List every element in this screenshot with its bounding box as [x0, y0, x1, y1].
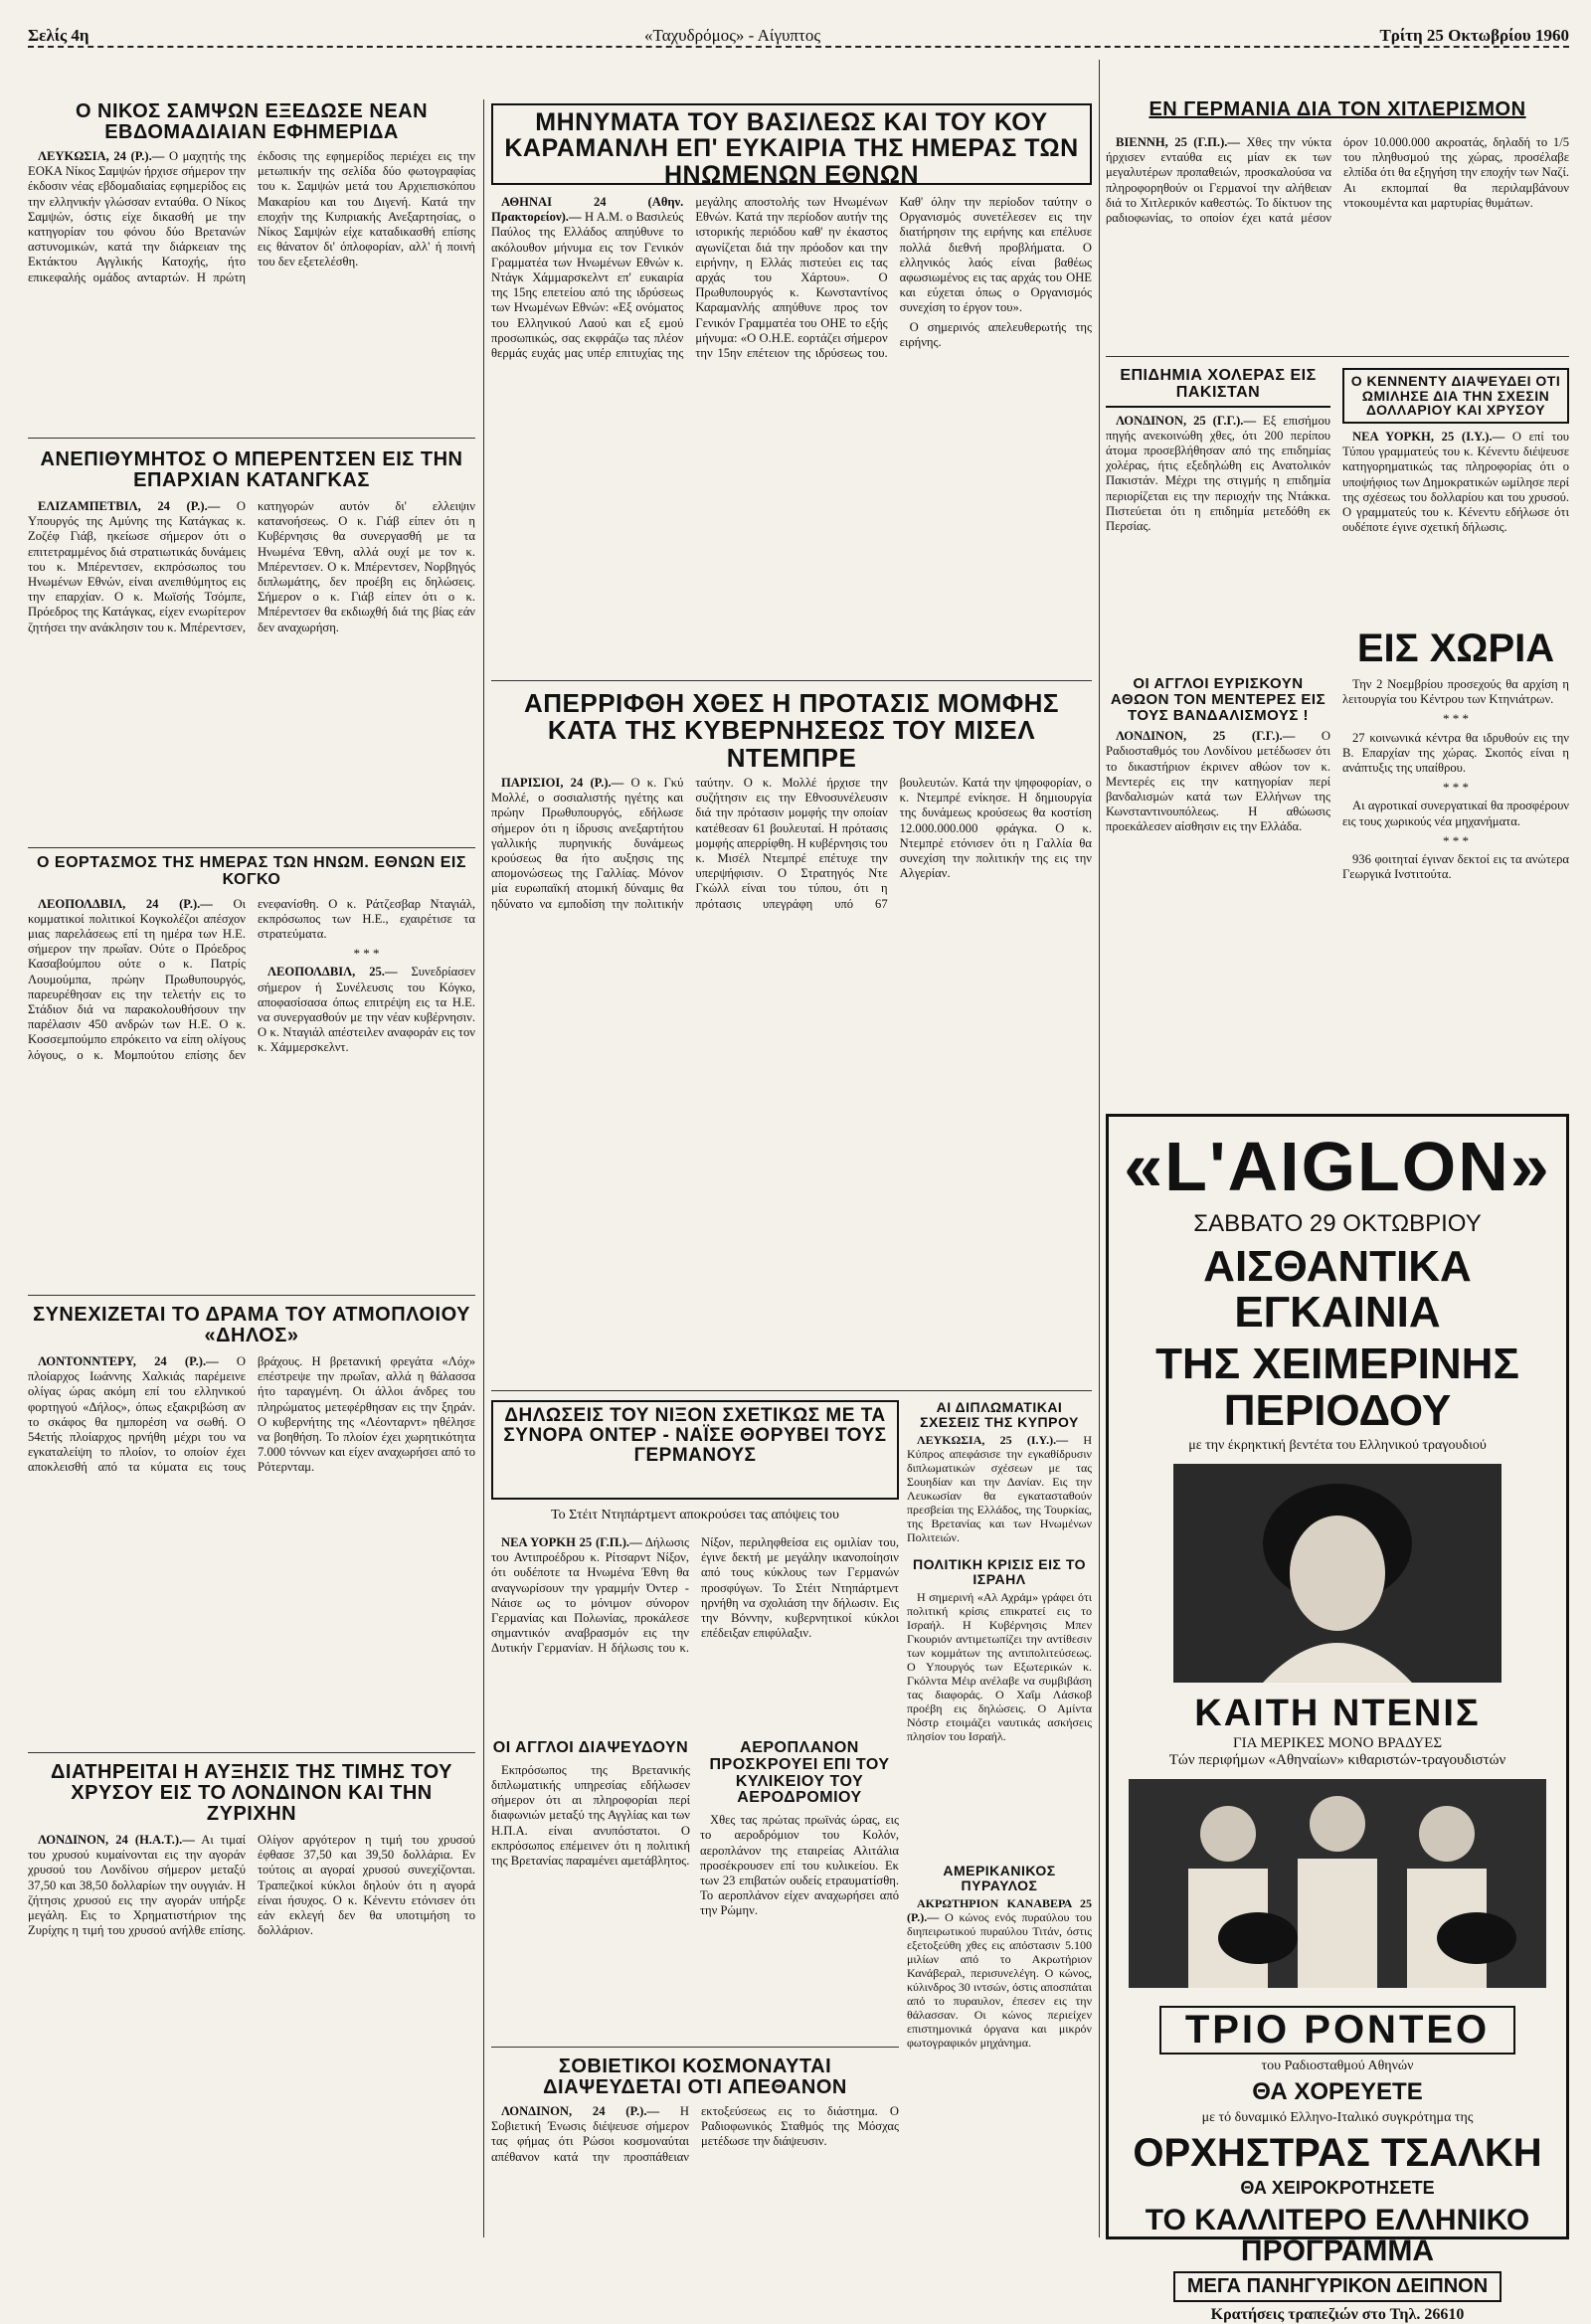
- divider: [491, 2047, 899, 2048]
- article-body: Εκπρόσωπος της Βρετανικής διπλωματικής υπηρεσίας εδήλωσεν σήμερον ότι αι πληροφορίαι περί διαφωνιών μεταξύ της Αγγλίας και των Η.Π.Α. είναι ανυπόστατοι. Ο εκπρόσωπος επέμεινεν ότι η πολιτική της Βρετανίας παραμένει αμετάβλητος.: [491, 1762, 690, 1869]
- singer-name: ΚΑΙΤΗ ΝΤΕΝΙΣ: [1194, 1692, 1481, 1734]
- ad-note: Τών περιφήμων «Αθηναίων» κιθαριστών-τραγουδιστών: [1168, 1751, 1506, 1768]
- divider: [491, 1390, 1092, 1391]
- article-nixon: [491, 1535, 899, 1732]
- headline: ΕΝ ΓΕΡΜΑΝΙΑ ΔΙΑ ΤΟΝ ΧΙΤΛΕΡΙΣΜΟΝ: [1149, 98, 1526, 120]
- dateline: ΑΘΗΝΑΙ 24 (Αθην. Πρακτορείον).—: [491, 195, 684, 225]
- headline: ΣΥΝΕΧΙΖΕΤΑΙ ΤΟ ΔΡΑΜΑ ΤΟΥ ΑΤΜΟΠΛΟΙΟΥ «ΔΗΛΟΣ»: [33, 1304, 470, 1346]
- ad-note: με την έκρηκτική βεντέτα του Ελληνικού τραγουδιού: [1188, 1437, 1487, 1453]
- separator-stars: * * *: [1443, 711, 1469, 727]
- article-body: Ο κώνος ενός πυραύλου του διηπειρωτικού πυραύλου Τιτάν, όστις εξετοξεύθη χθες εις απόστασιν 5.100 μιλίων από το Ακρωτήριον Κανάβεραλ, περισυνελέγη. Ο κώνος, κύλινδρος 30 ιντσών, όστις αποσπάται από το πυραυλον, έπεσεν εις την θάλασσαν. Οι κώνος περιείχεν επιστημονικά όργανα και μικρόν φωτογραφικόν μηχάνημα.: [907, 1910, 1093, 2051]
- article-body: Δήλωσις του Αντιπροέδρου κ. Ρίτσαρντ Νίξον, ότι ουδέποτε τα Ηνωμένα Έθνη θα αναγνωρίσουν την γραμμήν Όντερ - Νάισε ως το μόνιμον σύνορον Γερμανίας και Πολωνίας, προκάλεσε σημαντικόν αναβρασμόν εις την Δυτικήν Γερμανίαν. Η δήλωσις του κ. Νίξον, περιληφθείσα εις ομιλίαν του, έγινε δεκτή με μεγάλην ικανοποίησιν από τους κύκλους των Γερμανών προσφύγων. Το Στέιτ Ντηπάρτμεντ ηρνήθη να σχολιάση την δήλωσιν. Εις την Βόννην, κυβερνητικοί κύκλοι επέδειξαν επιφύλαξιν.: [491, 1535, 899, 1656]
- headline: ΣΟΒΙΕΤΙΚΟΙ ΚΟΣΜΟΝΑΥΤΑΙ ΔΙΑΨΕΥΔΕΤΑΙ ΟΤΙ ΑΠΕΘΑΝΟΝ: [543, 2056, 847, 2098]
- dateline: ΝΕΑ ΥΟΡΚΗ 25 (Γ.Π.).—: [501, 1535, 642, 1549]
- dateline: ΛΕΥΚΩΣΙΑ, 25 (Ι.Υ.).—: [917, 1433, 1069, 1448]
- singer-portrait-image: [1173, 1464, 1502, 1683]
- article-aeroplano: [700, 1740, 899, 2039]
- headline: ΔΙΑΤΗΡΕΙΤΑΙ Η ΑΥΞΗΣΙΣ ΤΗΣ ΤΙΜΗΣ ΤΟΥ ΧΡΥΣΟΥ ΕΙΣ ΤΟ ΛΟΝΔΙΝΟΝ ΚΑΙ ΤΗΝ ΖΥΡΙΧΗΝ: [51, 1761, 452, 1825]
- article-kennedy: [1342, 368, 1569, 617]
- section-logo: ΕΙΣ ΧΩΡΙΑ: [1356, 626, 1555, 670]
- ad-program: ΤΟ ΚΑΛΛΙΤΕΡΟ ΕΛΛΗΝΙΚΟ ΠΡΟΓΡΑΜΜΑ: [1145, 2203, 1530, 2268]
- headline: ΜΗΝΥΜΑΤΑ ΤΟΥ ΒΑΣΙΛΕΩΣ ΚΑΙ ΤΟΥ ΚΟΥ ΚΑΡΑΜΑΝΛΗ ΕΠ' ΕΥΚΑΙΡΙΑ ΤΗΣ ΗΜΕΡΑΣ ΤΩΝ ΗΝΩΜΕΝΩΝ ΕΘΝΩΝ: [504, 108, 1079, 189]
- ad-headline: ΑΙΣΘΑΝΤΙΚΑ ΕΓΚΑΙΝΙΑ: [1203, 1242, 1472, 1338]
- headline: ΠΟΛΙΤΙΚΗ ΚΡΙΣΙΣ ΕΙΣ ΤΟ ΙΣΡΑΗΛ: [912, 1556, 1087, 1587]
- singer-photo: [1173, 1464, 1502, 1683]
- headline: ΑΝΕΠΙΘΥΜΗΤΟΣ Ο ΜΠΕΡΕΝΤΣΕΝ ΕΙΣ ΤΗΝ ΕΠΑΡΧΙΑΝ ΚΑΤΑΝΓΚΑΣ: [40, 448, 463, 491]
- dateline: ΛΕΟΠΟΛΔΒΙΛ, 25.—: [267, 965, 398, 980]
- article-body: Ο μαχητής της ΕΟΚΑ Νίκος Σαμψών ήρχισε σήμερον την έκδοσιν νέας εβδομαδιαίας εφημερίδος εις την ελληνικήν γλώσσαν ενταύθα. Ο Νίκος Σαμψών, όστις είχε δικασθή με την κατηγορίαν του φόνου δύο Βρετανών αστυνομικών, κατά την διάρκειαν της Εκτάκτου Αγγλικής Κατοχής, ήτο επικεφαλής ομάδος ανταρτών. Η πρώτη έκδοσις της εφημερίδος περιέχει εις την μετωπικήν της σελίδα δύο φωτογραφίας του κ. Σαμψών μετά του Αρχιεπισκόπου Μακαρίου και του Διγενή. Κατά την εποχήν της Κυπριακής Ανεξαρτησίας, ο Νίκος Σαμψών είχε καταδικασθή επίσης εις θάνατον δι' όπλοφορίαν, αλλ' ή ποινή του δεν εξετελέσθη.: [28, 149, 475, 284]
- ad-note: του Ραδιοσταθμού Αθηνών: [1261, 2057, 1414, 2073]
- news-item: 936 φοιτηταί έγιναν δεκτοί εις τα ανώτερα Γεωργικά Ινστιτούτα.: [1342, 852, 1569, 882]
- article-body: Ο Ραδιοσταθμός του Λονδίνου μετέδωσεν ότι το δικαστήριον έκρινεν αθώον τον κ. Μεντερές εις την κατηγορίαν περί βανδαλισμών κατά των Ελλήνων της Κωνσταντινουπόλεως. Η αθώωσις προεκάλεσεν αίσθησιν εις την Ελλάδα.: [1106, 729, 1330, 834]
- separator-stars: * * *: [1443, 780, 1469, 796]
- article-israel: [907, 1557, 1092, 1856]
- article-soviet: [491, 2056, 899, 2235]
- article-germany: [1106, 135, 1569, 348]
- headline: Ο ΝΙΚΟΣ ΣΑΜΨΩΝ ΕΞΕΔΩΣΕ ΝΕΑΝ ΕΒΔΟΜΑΔΙΑΙΑΝ ΕΦΗΜΕΡΙΔΑ: [75, 100, 429, 143]
- divider: [1106, 356, 1569, 357]
- article-body: Εξ επισήμου πηγής ανεκοινώθη χθες, ότι 200 περίπου άτομα προσεβλήθησαν από της επιδημίας χολέρας, ήτις εξεδηλώθη εις Ανατολικόν Πακιστάν. Μέχρι της στιγμής η επιδημία περιορίζεται εις την περιοχήν της Ντάκκα. Πιστεύεται ότι η επιδημία μετεδόθη εκ Περσίας.: [1106, 413, 1330, 534]
- article-cholera: [1106, 368, 1330, 666]
- news-item: 27 κοινωνικά κέντρα θα ιδρυθούν εις την Β. Επαρχίαν της χώρας. Σκοπός είναι η ανάπτυξις της υπαίθρου.: [1342, 730, 1569, 776]
- article-kongo: [28, 855, 475, 1283]
- article-body: Η σημερινή «Αλ Αχράμ» γράφει ότι πολιτική κρίσις επικρατεί εις το Ισραήλ. Η Κυβέρνησις Μπεν Γκουριόν αντιμετωπίζει την αντίθεσιν των κομμάτων της αντιπολιτεύσεως. Ο Υπουργός των Εξωτερικών κ. Γκόλντα Μέιρ ανέλαβε να συμβιβάση τας διαφοράς. Ο Χαΐμ Λάσκοβ προέβη εις δηλώσεις. Ο Αμίντα Νόστρ ετοιμάζει ναυτικάς ασκήσεις πλησίον του Ισραήλ.: [907, 1590, 1092, 1744]
- dateline: ΛΟΝΤΟΝΝΤΕΡΥ, 24 (Ρ.).—: [38, 1354, 219, 1368]
- article-diapsevdoun: [491, 1740, 690, 2039]
- news-item: Την 2 Νοεμβρίου προσεχούς θα αρχίση η λειτουργία του Κέντρου των Κτηνιάτρων.: [1342, 677, 1569, 707]
- dateline: ΛΕΟΠΟΛΔΒΙΛ, 24 (Ρ.).—: [38, 896, 213, 911]
- dateline: ΑΚΡΩΤΗΡΙΟΝ ΚΑΝΑΒΕΡΑ 25 (Ρ.).—: [907, 1896, 1092, 1925]
- article-king-headline-box: [491, 103, 1092, 189]
- separator-stars: * * *: [1443, 832, 1469, 848]
- article-nixon-headline-box: [491, 1400, 899, 1500]
- article-body: Ο κ. Γκύ Μολλέ, ο σοσιαλιστής ηγέτης και πρώην Πρωθυπουργός, εδήλωσε σήμερον ότι η ίδρυσις ανεξαρτήτου γαλλικής πυρηνικής δυνάμεως κρούσεως θα ήτο αυξησις της απομονώσεως της Γαλλίας. Μόνον μία ευρωπαϊκή ατομική δύναμις θα ηδύνατο να εμποδίση την πολιτικήν ταύτην. Ο κ. Μολλέ ήρχισε την συζήτησιν εις την Εθνοσυνέλευσιν διά την πρότασιν μομφής την οποίαν κατέθεσαν 61 βουλευταί. Η πρότασις μομφής απερρίφθη. Η κυβέρνησις του κ. Μισέλ Ντεμπρέ επέτυχε την υπερψήφισιν. Ο Στρατηγός Ντε Γκώλλ είναι του τύπου, ότι η πρότασις υπεγράφη υπό 67 βουλευτών. Κατά την ψηφοφορίαν, ο κ. Ντεμπρέ ενίκησε. Η δημιουργία της δυνάμεως κρούσεως θα κοστίση 12.000.000.000 φράγκα. Ο κ. Ντεμπρέ ετόνισεν ότι η Γαλλία θα συνεχίση την πολιτικήν της εις την Αλγερίαν.: [491, 776, 1092, 911]
- article-body: Χθες την νύκτα ήρχισεν ενταύθα εις μίαν εκ των μεγαλυτέρων προπαθειών, προσκαλούσα να πληροφορηθούν οι Γερμανοί την αλήθειαν διά το Χιτλερικόν καθεστώς. Το δίκτυον της ραδιοφωνίας, το οποίον έχει κατά μέσον όρον 10.000.000 ακροατάς, δηλαδή το 1/5 του πληθυσμού της χώρας, προσέλαβε ελπίδα ότι θα εξηγήση την εποχήν των Ναζί. Αι εκπομπαί θα περιλαμβάνουν ντοκουμέντα και μαρτυρίας θυμάτων.: [1106, 135, 1569, 226]
- article-body: Η Σοβιετική Ένωσις διέψευσε σήμερον τας φήμας ότι Ρώσοι κοσμοναύται απέθανον κατά την προσπάθειαν εκτοξεύσεως εις το διάστημα. Ο Ραδιοφωνικός Σταθμός της Μόσχας μετέδωσε την διάψευσιν.: [491, 2104, 899, 2164]
- article-body: Συνεδρίασεν σήμερον ή Συνέλευσις του Κόγκο, αποφασίσασα όπως επιτρέψη εις τα Η.Ε. να συνεργασθούν με την νέαν κυβέρνησιν. Ο κ. Νταγιάλ απέστειλεν αναφοράν εις τον κ. Χάμμερσκελντ.: [258, 965, 475, 1055]
- ad-headline: ΤΗΣ ΧΕΙΜΕΡΙΝΗΣ ΠΕΡΙΟΔΟΥ: [1155, 1340, 1519, 1435]
- dateline: ΒΙΕΝΝΗ, 25 (Γ.Π.).—: [1116, 135, 1241, 149]
- divider: [28, 1752, 475, 1753]
- article-body: Αι τιμαί του χρυσού κυμαίνονται εις την αγοράν χρυσού του Λονδίνου σήμερον μεταξύ 37,50 και 38,50 δολλαρίων την ουγγιάν. Η ζήτησις χρυσού εις την αγοράν υπήρξε μεγάλη. Εις το Χρηματιστήριον της Ζυρίχης η τιμή του χρυσού ανήλθε επίσης. Ολίγον αργότερον η τιμή του χρυσού έφθασε 37,50 και 39,50 δολλάρια. Εν τούτοις αι αγοραί χρυσού συνεχίζονται. Τραπεζικοί κύκλοι δηλούν ότι η αγορά είναι ήσυχος. Ο κ. Κένεντυ ετόνισεν ότι εάν εκλεγή δεν θα υποτιμήση το δολλάριον.: [28, 1833, 475, 1938]
- headline: ΑΠΕΡΡΙΦΘΗ ΧΘΕΣ Η ΠΡΟΤΑΣΙΣ ΜΟΜΦΗΣ ΚΑΤΑ ΤΗΣ ΚΥΒΕΡΝΗΣΕΩΣ ΤΟΥ ΜΙΣΕΛ ΝΤΕΜΠΡΕ: [523, 688, 1060, 773]
- divider: [491, 680, 1092, 681]
- article-king: [491, 195, 1092, 672]
- article-body: Ο πλοίαρχος Ιωάννης Χαλκιάς παρέμεινε ολίγας ώρας ακόμη επί του ελληνικού φορτηγού «Δήλος», όπως εξακριβώση αν το σκάφος θα ημπορέση να σωθή. Ο 54ετής πλοίαρχος ηρνήθη μέχρι του να εγκαταλείψη το πλοίον, το οποίον έχει αποκλεισθή από τα κύματα εις τους βράχους. Η βρετανική φρεγάτα «Λόχ» επέστρεψε την πρωΐαν, αλλά η θάλασσα ήτο ταραγμένη. Οι άλλοι άνδρες του πληρώματος μετεφέρθησαν εις την ξηράν. Ο κυβερνήτης της «Λέονταρντ» ηθέλησε να βοηθήση. Το πλοίον έχει χωρητικότητα 7.000 τόννων και είχεν αναχωρήσει από το Ρότερνταμ.: [28, 1354, 475, 1475]
- trio-image: [1129, 1779, 1546, 1988]
- article-body: Η Κύπρος απεφάσισε την εγκαθίδρυσιν διπλωματικών σχέσεων με τας Σουηδίαν και την Δανίαν. Εις την Λευκωσίαν θα εγκατασταθούν πρεσβείαι της Ελλάδος, της Τουρκίας, της Βρετανίας και των Ηνωμένων Πολιτειών.: [907, 1433, 1092, 1545]
- article-samson: [28, 101, 475, 430]
- ad-note: ΓΙΑ ΜΕΡΙΚΕΣ ΜΟΝΟ ΒΡΑΔΥΕΣ: [1232, 1734, 1443, 1751]
- divider: [28, 1295, 475, 1296]
- article-berentsen: [28, 449, 475, 837]
- headline: ΔΗΛΩΣΕΙΣ ΤΟΥ ΝΙΞΟΝ ΣΧΕΤΙΚΩΣ ΜΕ ΤΑ ΣΥΝΟΡΑ ΟΝΤΕΡ - ΝΑΪΣΕ ΘΟΡΥΒΕΙ ΤΟΥΣ ΓΕΡΜΑΝΟΥΣ: [503, 1405, 887, 1466]
- ad-dinner: ΜΕΓΑ ΠΑΝΗΓΥΡΙΚΟΝ ΔΕΙΠΝΟΝ: [1173, 2271, 1502, 2302]
- headline: ΕΠΙΔΗΜΙΑ ΧΟΛΕΡΑΣ ΕΙΣ ΠΑΚΙΣΤΑΝ: [1106, 368, 1330, 408]
- column-rule: [1099, 60, 1100, 2237]
- dateline: ΛΟΝΔΙΝΟΝ, 24 (Η.Α.Τ.).—: [38, 1833, 195, 1847]
- article-cyprus-relations: [907, 1400, 1092, 1549]
- ad-date: ΣΑΒΒΑΤΟ 29 ΟΚΤΩΒΡΙΟΥ: [1193, 1210, 1482, 1237]
- masthead-rule: [28, 46, 1569, 48]
- dateline: ΛΟΝΔΙΝΟΝ, 25 (Γ.Γ.).—: [1116, 729, 1296, 744]
- paper-name: «Ταχυδρόμος» - Αίγυπτος: [644, 26, 821, 45]
- news-item: Αι αγροτικαί συνεργατικαί θα προσφέρουν εις τους χωρικούς νέα μηχανήματα.: [1342, 799, 1569, 828]
- trio-name: ΤΡΙΟ ΡΟΝΤΕΟ: [1159, 2006, 1515, 2055]
- headline: ΑΙ ΔΙΠΛΩΜΑΤΙΚΑΙ ΣΧΕΣΕΙΣ ΤΗΣ ΚΥΠΡΟΥ: [920, 1399, 1079, 1430]
- advertisement-laiglon: [1106, 1114, 1569, 2323]
- headline: Ο ΕΟΡΤΑΣΜΟΣ ΤΗΣ ΗΜΕΡΑΣ ΤΩΝ ΗΝΩΜ. ΕΘΝΩΝ ΕΙΣ ΚΟΓΚΟ: [37, 854, 466, 888]
- ad-dance: ΘΑ ΧΟΡΕΥΕΤΕ: [1252, 2077, 1423, 2105]
- column-rule: [483, 99, 484, 2237]
- article-agglias: [1106, 676, 1330, 1104]
- divider: [28, 847, 475, 848]
- dateline: ΠΑΡΙΣΙΟΙ, 24 (Ρ.).—: [501, 776, 624, 790]
- page-number: Σελίς 4η: [28, 26, 89, 45]
- dateline: ΛΟΝΔΙΝΟΝ, 25 (Γ.Γ.).—: [1116, 413, 1257, 428]
- separator-stars: * * *: [353, 946, 380, 962]
- article-body: Οι κομματικοί πολιτικοί Κογκολέζοι απέσχον μιας παρελάσεως επί τη ημέρα των Η.Ε. σήμερον την πρωΐαν. Ούτε ο Πρόεδρος Κασαβούμπου ούτε ο κ. Πατρίς Λουμούμπα, πρώην Πρωθυπουργός, παρευρέθησαν εις την τελετήν εις το Στάδιον διά να παρακολουθήσουν την παρέλασιν 450 ανδρών των Η.Ε. Ο κ. Κοσσεμπούμπο επρόκειτο να είπη ολίγους λόγους, ο κ. Μομπούτου επίσης δεν ενεφανίσθη. Ο κ. Ράτζεσβαρ Νταγιάλ, εκπρόσωπος των Η.Ε., εχαιρέτισε τα στρατεύματα.: [28, 896, 475, 1062]
- headline: ΟΙ ΑΓΓΛΟΙ ΕΥΡΙΣΚΟΥΝ ΑΘΩΟΝ ΤΟΝ ΜΕΝΤΕΡΕΣ ΕΙΣ ΤΟΥΣ ΒΑΝΔΑΛΙΣΜΟΥΣ !: [1110, 675, 1326, 724]
- headline: ΟΙ ΑΓΓΛΟΙ ΔΙΑΨΕΥΔΟΥΝ: [492, 1739, 689, 1756]
- ad-offer: ΘΑ ΧΕΙΡΟΚΡΟΤΗΣΕΤΕ: [1240, 2177, 1435, 2198]
- article-gold: [28, 1762, 475, 2239]
- dateline: ΝΕΑ ΥΟΡΚΗ, 25 (Ι.Υ.).—: [1352, 430, 1505, 445]
- dateline: ΛΟΝΔΙΝΟΝ, 24 (Ρ.).—: [501, 2104, 660, 2118]
- subheadline: Το Στέιτ Ντηπάρτμεντ αποκρούσει τας απόψεις του: [551, 1508, 839, 1522]
- section-chora: [1342, 626, 1569, 1104]
- article-body: Η Α.Μ. ο Βασιλεύς Παύλος της Ελλάδος απηύθυνε το ακόλουθον μήνυμα εις τον Γενικόν Γραμματέα των Ηνωμένων Εθνών κ. Ντάγκ Χάμμαρσκελντ επ' ευκαιρία της 15ης επετείου από της ιδρύσεως των Ηνωμένων Εθνών: «Εξ ονόματος του Ελληνικού Λαού και εξ εμού προσωπικώς, σας εκφράζω τας πλέον θερμάς ευχάς μας υπέρ επιτυχίας της μεγάλης αποστολής των Ηνωμένων Εθνών. Κατά την περίοδον αυτήν της ιστορικής περιόδου καθ' ην έκαστος αγωνίζεται διά την πρόοδον και την ειρήνην, η Ελλάς πιστεύει εις τας αρχάς του Χάρτου». Ο Πρωθυπουργός κ. Κωνσταντίνος Καραμανλής απηύθυνε προς τον Γενικόν Γραμματέα του ΟΗΕ το εξής μήνυμα: «Ο Ο.Η.Ε. εορτάζει σήμερον την 15ην επέτειον της ιδρύσεως του. Καθ' όλην την περίοδον ταύτην ο Οργανισμός συνετέλεσεν εις την διατήρησιν της ειρήνης και επέλυσε πολλά διεθνή προβλήματα. Ο ελληνικός λαός είναι βαθέως αφωσιωμένος εις τας αρχάς του ΟΗΕ και εύχεται όπως ο Οργανισμός συνεχίση το έργον του».: [491, 195, 1092, 361]
- orchestra-name: ΟΡΧΗΣΤΡΑΣ ΤΣΑΛΚΗ: [1133, 2130, 1542, 2175]
- article-dilos: [28, 1305, 475, 1742]
- ad-brand: «L'AIGLON»: [1124, 1128, 1551, 1205]
- article-mollet-headline-area: [491, 688, 1092, 773]
- issue-date: Τρίτη 25 Οκτωβρίου 1960: [1379, 26, 1569, 45]
- trio-photo: [1129, 1779, 1546, 1988]
- dateline: ΛΕΥΚΩΣΙΑ, 24 (Ρ.).—: [38, 149, 165, 163]
- headline: Ο ΚΕΝΝΕΝΤΥ ΔΙΑΨΕΥΔΕΙ ΟΤΙ ΩΜΙΛΗΣΕ ΔΙΑ ΤΗΝ ΣΧΕΣΙΝ ΔΟΛΛΑΡΙΟΥ ΚΑΙ ΧΡΥΣΟΥ: [1342, 368, 1569, 424]
- article-body: Χθες τας πρώτας πρωϊνάς ώρας, εις το αεροδρόμιον του Κολόν, αεροπλάνον της εταιρείας Αλιτάλια προσέκρουσεν επί του κυλικείου. Εκ των 23 επιβατών ουδείς ετραυματίσθη. Το αεροπλάνον είχεν αναχωρήσει από την Ρώμην.: [700, 1813, 899, 1918]
- article-closing: Ο σημερινός απελευθερωτής της ειρήνης.: [899, 319, 1092, 349]
- article-body: Ο Υπουργός της Αμύνης της Κατάγκας κ. Ζοζέφ Γιάβ, ηκείωσε σήμερον ότι ο επιτετραμμένος διά στρατιωτικάς δυνάμεις του κ. Μπέρεντσεν, εκπρόσωπος του Ηνωμένων Εθνών, είναι ανεπιθύμητος εις την επαρχίαν. Ο κ. Μωϊσής Τσόμπε, Πρόεδρος της Κατάγκας, είχεν ενωρίτερον ζητήσει την ανάκλησιν του κ. Μπέρεντσεν, κατηγορών αυτόν δι' ελλειψιν κατανοήσεως. Ο κ. Γιάβ είπεν ότι η Κυβέρνησις θα συνεργασθή με τα Ηνωμένα Έθνη, αλλά ουχί με τον κ. Μπέρεντσεν. Ο κ. Μπέρεντσεν, Νορβηγός διπλωμάτης, δεν προέβη εις δηλώσεις. Σήμερον ο κ. Γιάβ είπεν ότι ο κ. Μπέρεντσεν θα εκδιωχθή διά της βίας εάν δεν αναχωρήση.: [28, 499, 475, 634]
- headline: ΑΕΡΟΠΛΑΝΟΝ ΠΡΟΣΚΡΟΥΕΙ ΕΠΙ ΤΟΥ ΚΥΛΙΚΕΙΟΥ ΤΟΥ ΑΕΡΟΔΡΟΜΙΟΥ: [709, 1739, 890, 1807]
- headline: ΑΜΕΡΙΚΑΝΙΚΟΣ ΠΥΡΑΥΛΟΣ: [943, 1863, 1056, 1893]
- article-body: Ο επί του Τύπου γραμματεύς του κ. Κένεντυ διέψευσε κατηγορηματικώς τας πληροφορίας ότι ο υποψήφιος των Δημοκρατικών ωμίλησε περί της σχέσεως του δολλαρίου και του χρυσού. Ο γραμματεύς του κ. Κένεντυ εδήλωσε ότι ουδέποτε έγινε σχετική δήλωσις.: [1342, 430, 1569, 535]
- article-mollet: [491, 776, 1092, 1382]
- dateline: ΕΛΙΖΑΜΠΕΤΒΙΛ, 24 (Ρ.).—: [38, 499, 221, 513]
- ad-note: με τό δυναμικό Ελληνο-Ιταλικό συγκρότημα της: [1201, 2109, 1474, 2125]
- divider: [28, 438, 475, 439]
- article-rocket: [907, 1864, 1092, 2237]
- ad-reservations: Κρατήσεις τραπεζιών στο Τηλ. 26610: [1210, 2305, 1465, 2323]
- article-germany-headline-area: [1106, 99, 1569, 129]
